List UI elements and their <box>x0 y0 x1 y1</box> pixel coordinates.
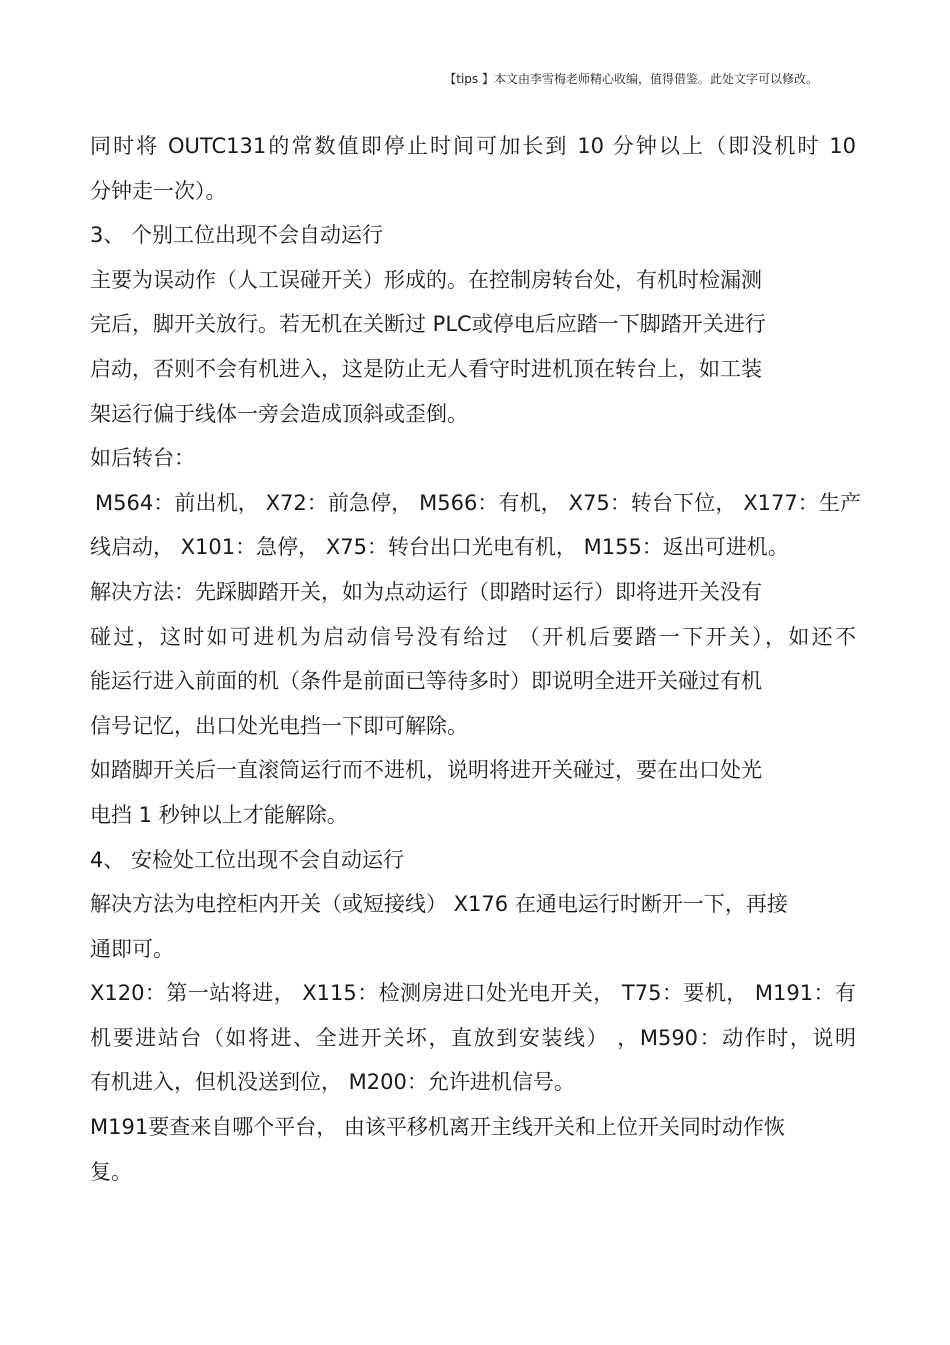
text-line: 碰过，这时如可进机为启动信号没有给过 （开机后要踏一下开关），如还不 <box>90 624 856 649</box>
document-body <box>90 124 870 1194</box>
text-line: 解决方法为电控柜内开关（或短接线） X176 在通电运行时断开一下，再接 <box>90 892 788 917</box>
text-line: X120：第一站将进， X115：检测房进口处光电开关， T75：要机， M191：有 <box>90 981 856 1006</box>
header-tip: 【tips 】本文由李雪梅老师精心收编，值得借鉴。此处文字可以修改。 <box>444 72 818 86</box>
text-line: M191要查来自哪个平台， 由该平移机离开主线开关和上位开关同时动作恢 <box>90 1115 785 1140</box>
text-line: 通即可。 <box>90 936 174 961</box>
text-line: 电挡 1 秒钟以上才能解除。 <box>90 802 348 827</box>
text-line: 线启动， X101：急停， X75：转台出口光电有机， M155：返出可进机。 <box>90 535 789 560</box>
text-line: 分钟走一次）。 <box>90 178 227 203</box>
text-line: 解决方法：先踩脚踏开关，如为点动运行（即踏时运行）即将进开关没有 <box>90 579 762 604</box>
text-line: 主要为误动作（人工误碰开关）形成的。在控制房转台处，有机时检漏测 <box>90 267 762 292</box>
text-line: M564：前出机， X72：前急停， M566：有机， X75：转台下位， X177：生产 <box>95 490 861 515</box>
text-line: 有机进入，但机没送到位， M200：允许进机信号。 <box>90 1070 575 1095</box>
text-line: 3、 个别工位出现不会自动运行 <box>90 223 384 248</box>
text-line: 4、 安检处工位出现不会自动运行 <box>90 847 405 872</box>
text-line: 完后，脚开关放行。若无机在关断过 PLC或停电后应踏一下脚踏开关进行 <box>90 312 766 337</box>
text-line: 如踏脚开关后一直滚筒运行而不进机，说明将进开关碰过，要在出口处光 <box>90 758 762 783</box>
text-line: 架运行偏于线体一旁会造成顶斜或歪倒。 <box>90 401 468 426</box>
text-line: 启动，否则不会有机进入，这是防止无人看守时进机顶在转台上，如工装 <box>90 356 762 381</box>
text-line: 信号记忆，出口处光电挡一下即可解除。 <box>90 713 468 738</box>
text-line: 能运行进入前面的机（条件是前面已等待多时）即说明全进开关碰过有机 <box>90 669 762 694</box>
text-line: 复。 <box>90 1159 132 1184</box>
text-line: 同时将 OUTC131的常数值即停止时间可加长到 10 分钟以上（即没机时 10 <box>90 134 856 158</box>
text-line: 机要进站台（如将进、全进开关坏，直放到安装线） ，M590：动作时，说明 <box>90 1025 856 1050</box>
text-line: 如后转台： <box>90 446 195 471</box>
